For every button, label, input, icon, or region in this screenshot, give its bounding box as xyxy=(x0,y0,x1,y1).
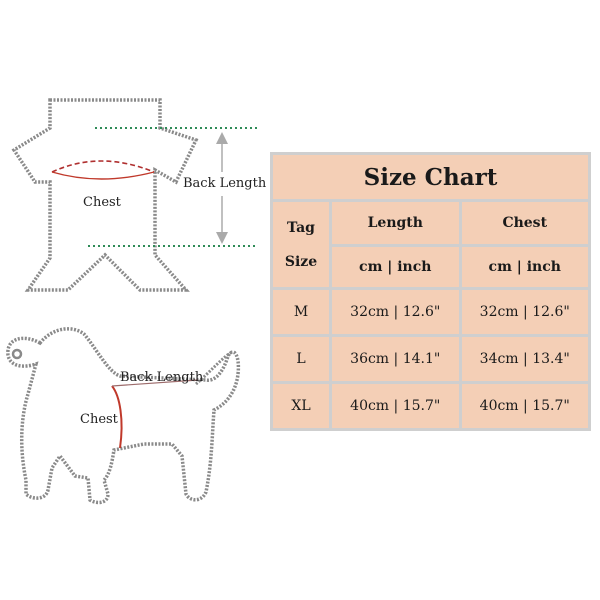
dog-outline xyxy=(8,329,239,503)
tag-cell: XL xyxy=(272,383,331,430)
table-row xyxy=(272,289,590,336)
length-cell: 32cm | 12.6" xyxy=(331,289,461,336)
tag-cell: L xyxy=(272,336,331,383)
table-row xyxy=(272,383,590,430)
length-column-header: Length xyxy=(331,201,461,246)
size-chart-table xyxy=(270,152,591,431)
tag-header-line2: Size xyxy=(284,253,318,270)
table-row xyxy=(272,336,590,383)
dog-back-length-label: Back Length xyxy=(120,370,204,385)
dog-chest-label: Chest xyxy=(80,412,118,427)
shirt-back-length-label: Back Length xyxy=(183,176,267,191)
size-chart-title: Size Chart xyxy=(272,154,590,201)
chest-cell: 40cm | 15.7" xyxy=(460,383,590,430)
shirt-chest-label: Chest xyxy=(83,195,121,210)
chest-cell: 32cm | 12.6" xyxy=(460,289,590,336)
length-cell: 36cm | 14.1" xyxy=(331,336,461,383)
chest-unit-header: cm | inch xyxy=(460,246,590,289)
chest-cell: 34cm | 13.4" xyxy=(460,336,590,383)
shirt-chest-line-front xyxy=(52,172,154,179)
tag-cell: M xyxy=(272,289,331,336)
length-unit-header: cm | inch xyxy=(331,246,461,289)
tag-size-header xyxy=(272,201,331,289)
tag-header-line1: Tag xyxy=(287,219,315,236)
dog-eye xyxy=(13,350,21,358)
chest-column-header: Chest xyxy=(460,201,590,246)
shirt-chest-line xyxy=(52,161,154,172)
length-cell: 40cm | 15.7" xyxy=(331,383,461,430)
